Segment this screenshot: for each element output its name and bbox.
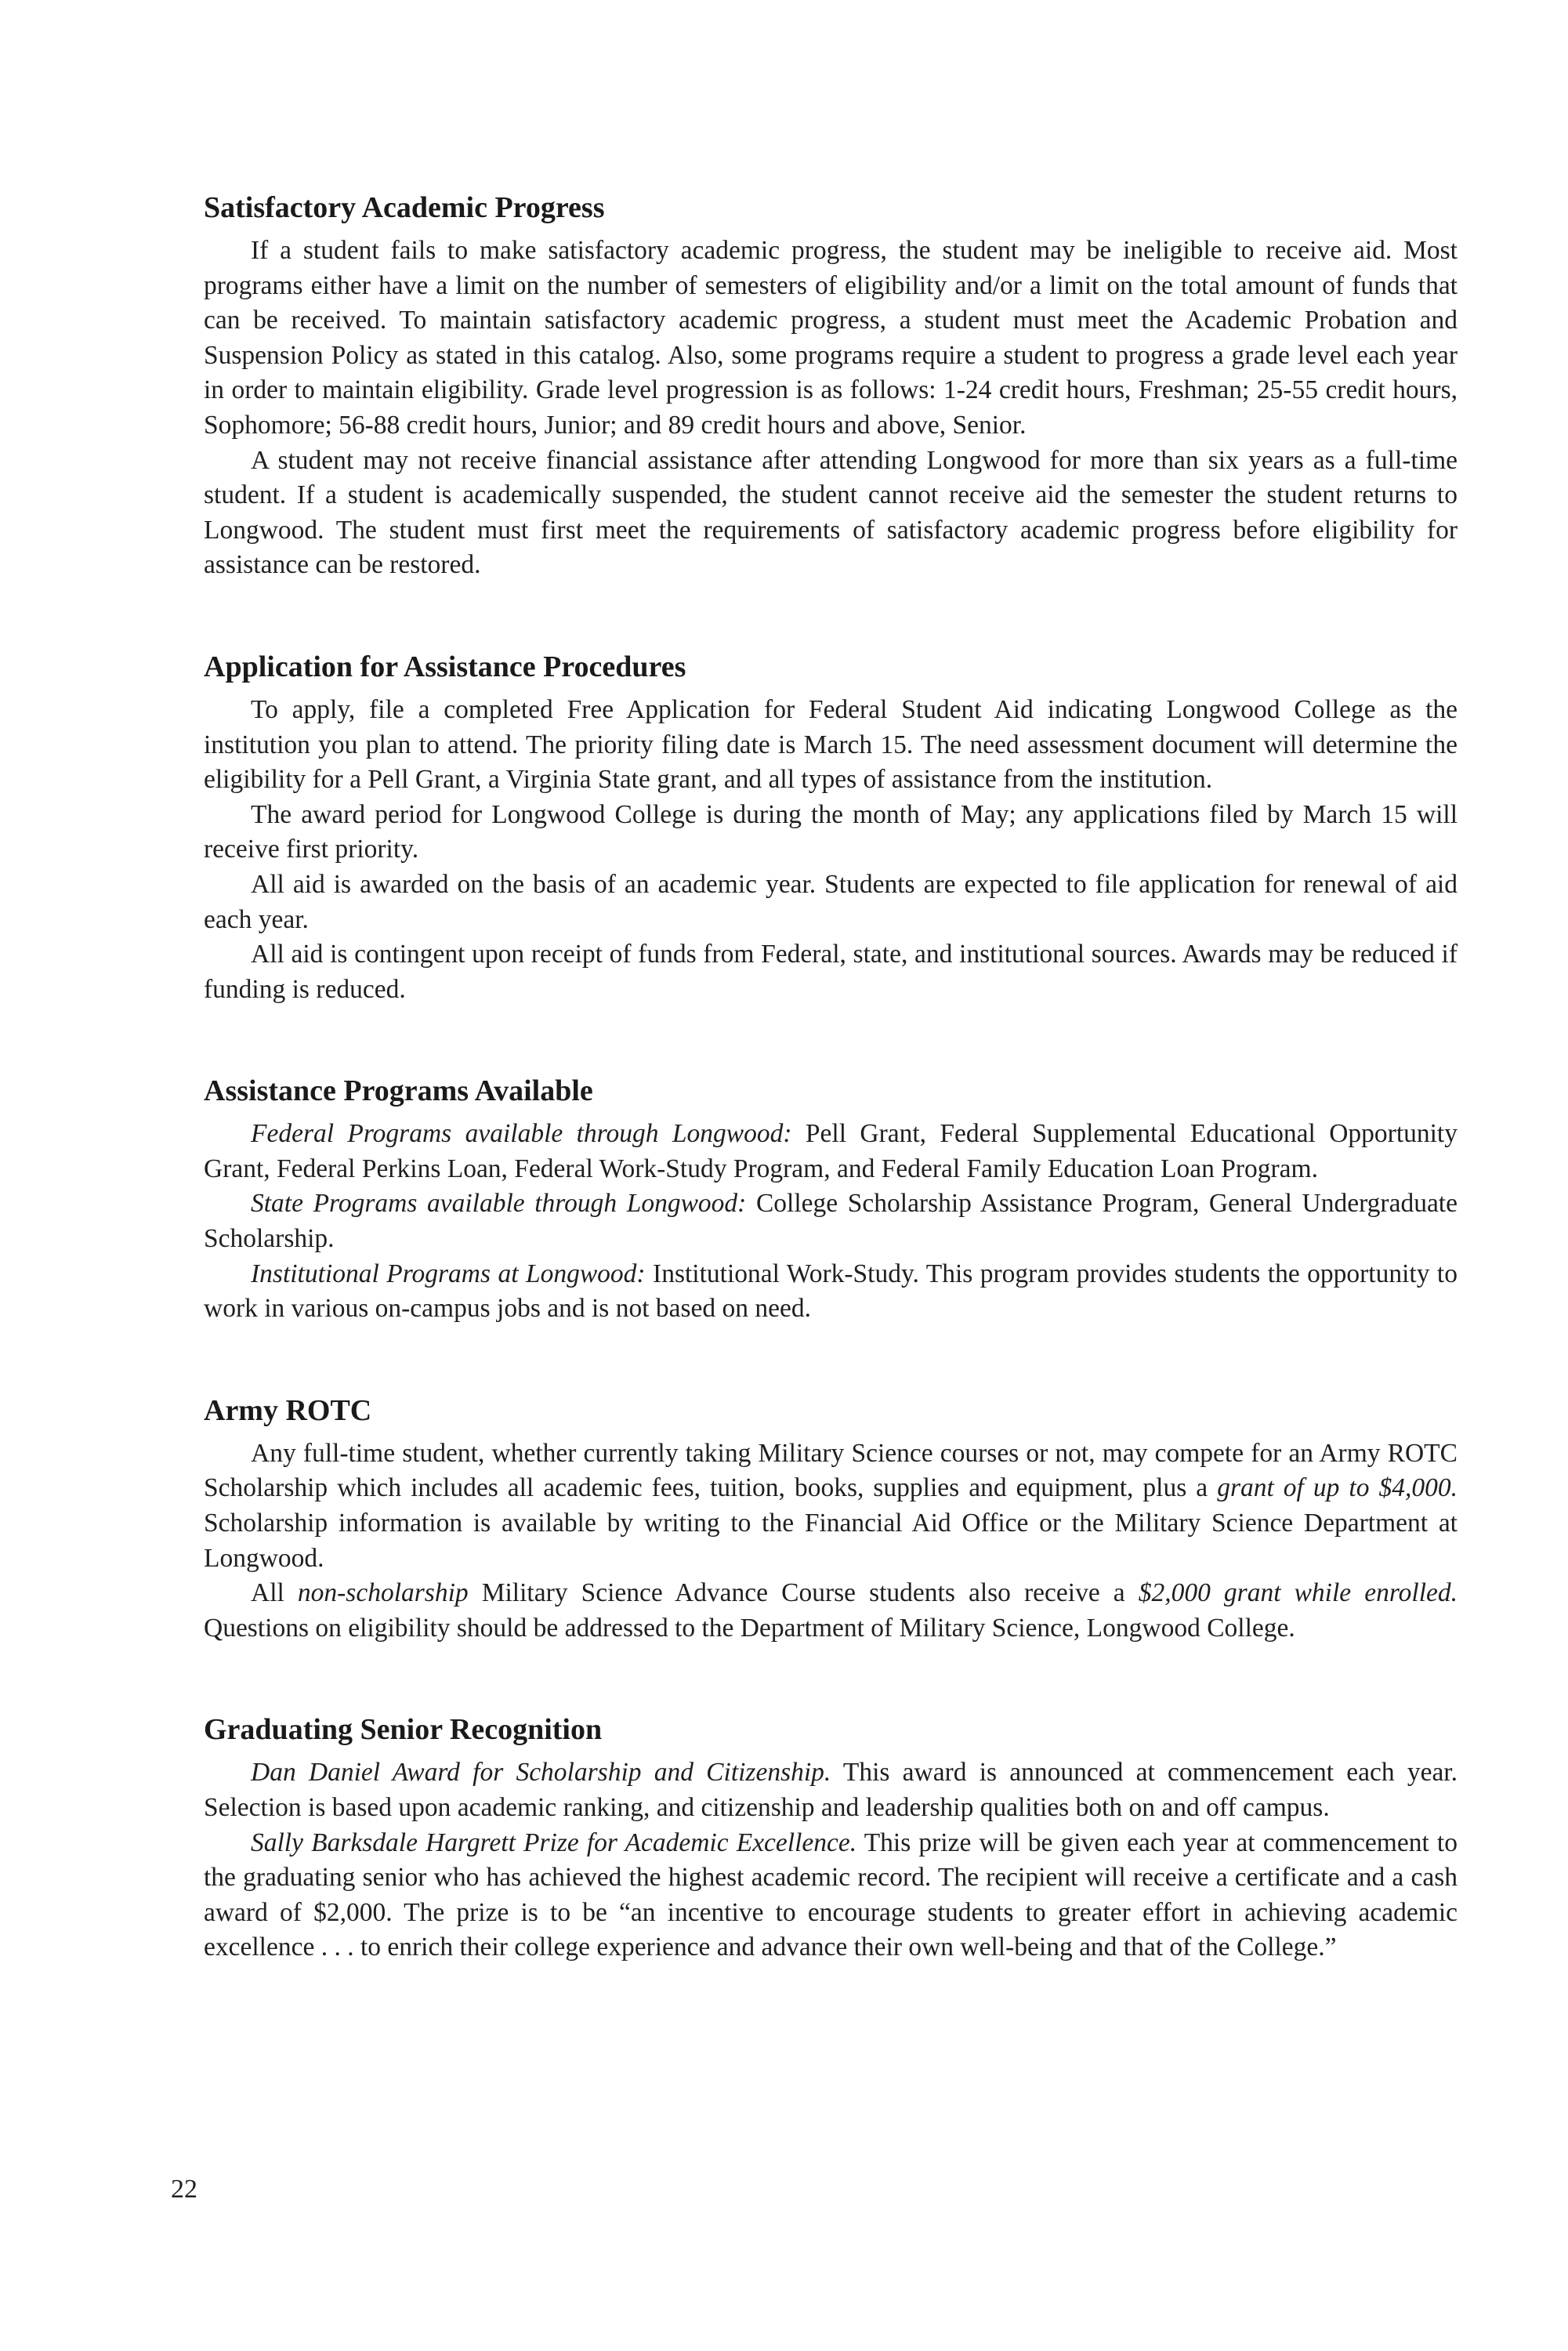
section-satisfactory-academic-progress [204, 188, 1458, 583]
paragraph: The award period for Longwood College is during the month of May; any applications filed by March 15 will receive first priority. [204, 799, 1458, 864]
award-name: Dan Daniel Award for Scholarship and Citizenship. [251, 1758, 831, 1788]
paragraph [204, 1257, 1458, 1327]
emphasis: grant of up to $4,000. [1217, 1473, 1458, 1503]
program-text: College Scholarship Assistance Program, General Undergraduate Scholarship. [204, 1189, 1458, 1254]
page-number: 22 [171, 2175, 197, 2204]
section-heading: Assistance Programs Available [204, 1074, 593, 1108]
program-text: Institutional Work-Study. This program provides students the opportunity to work in various on-campus jobs and is not based on need. [204, 1259, 1458, 1324]
paragraph: All aid is awarded on the basis of an academic year. Students are expected to file application for renewal of aid each year. [204, 869, 1458, 934]
section-army-rotc [204, 1391, 1458, 1646]
paragraph: All aid is contingent upon receipt of funds from Federal, state, and institutional sources. Awards may be reduced if funding is reduced. [204, 940, 1458, 1004]
section-heading: Graduating Senior Recognition [204, 1713, 603, 1747]
section-graduating-senior-recognition [204, 1710, 1458, 1965]
paragraph [204, 1186, 1458, 1256]
section-heading: Satisfactory Academic Progress [204, 191, 605, 224]
award-text: This prize will be given each year at commencement to the graduating senior who has achieved the highest academic record. The recipient will receive a certificate and a cash award of $2,000. The prize is to be “an incentive to encourage students to greater effort in achieving academic excellence . . . to enrich their college experience and advance their own well-being and that of the College.” [204, 1828, 1458, 1962]
program-lead: Institutional Programs at Longwood: [251, 1259, 646, 1288]
paragraph [204, 1755, 1458, 1825]
award-name: Sally Barksdale Hargrett Prize for Academic Excellence. [251, 1828, 857, 1857]
paragraph: All non-scholarship Military Science Advance Course students also receive a $2,000 grant while enrolled. Questions on eligibility should be addressed to the Department of Military Science, Longwood College. [204, 1578, 1458, 1643]
paragraph: A student may not receive financial assistance after attending Longwood for more than six years as a full-time student. If a student is academically suspended, the student cannot receive aid the semester the student returns to Longwood. The student must first meet the requirements of satisfactory academic progress before eligibility for assistance can be restored. [204, 445, 1458, 580]
paragraph [204, 1826, 1458, 1965]
page-content [204, 188, 1458, 1965]
section-assistance-programs [204, 1071, 1458, 1327]
paragraph: If a student fails to make satisfactory academic progress, the student may be ineligible to receive aid. Most programs either have a limit on the number of semesters of eligibility and/or a limit on the total amount of funds that can be received. To maintain satisfactory academic progress, a student must meet the Academic Probation and Suspension Policy as stated in this catalog. Also, some programs require a student to progress a grade level each year in order to maintain eligibility. Grade level progression is as follows: 1-24 credit hours, Freshman; 25-55 credit hours, Sophomore; 56-88 credit hours, Junior; and 89 credit hours and above, Senior. [204, 236, 1458, 440]
program-text: Pell Grant, Federal Supplemental Educational Opportunity Grant, Federal Perkins Loan, Federal Work-Study Program, and Federal Family Education Loan Program. [204, 1119, 1458, 1183]
award-text: This award is announced at commencement each year. Selection is based upon academic ranking, and citizenship and leadership qualities both on and off campus. [204, 1758, 1458, 1822]
program-lead: Federal Programs available through Longwood: [251, 1119, 792, 1149]
paragraph: To apply, file a completed Free Application for Federal Student Aid indicating Longwood College as the institution you plan to attend. The priority filing date is March 15. The need assessment document will determine the eligibility for a Pell Grant, a Virginia State grant, and all types of assistance from the institution. [204, 694, 1458, 795]
program-lead: State Programs available through Longwood: [251, 1189, 747, 1219]
paragraph: Any full-time student, whether currently taking Military Science courses or not, may compete for an Army ROTC Scholarship which includes all academic fees, tuition, books, supplies and equipment, plus a grant of up to $4,000. Scholarship information is available by writing to the Financial Aid Office or the Military Science Department at Longwood. [204, 1438, 1458, 1573]
section-application-procedures [204, 647, 1458, 1007]
paragraph [204, 1117, 1458, 1186]
section-heading: Application for Assistance Procedures [204, 650, 686, 683]
section-heading: Army ROTC [204, 1393, 372, 1427]
emphasis: non-scholarship [297, 1578, 469, 1608]
emphasis: $2,000 grant while enrolled. [1138, 1578, 1458, 1608]
